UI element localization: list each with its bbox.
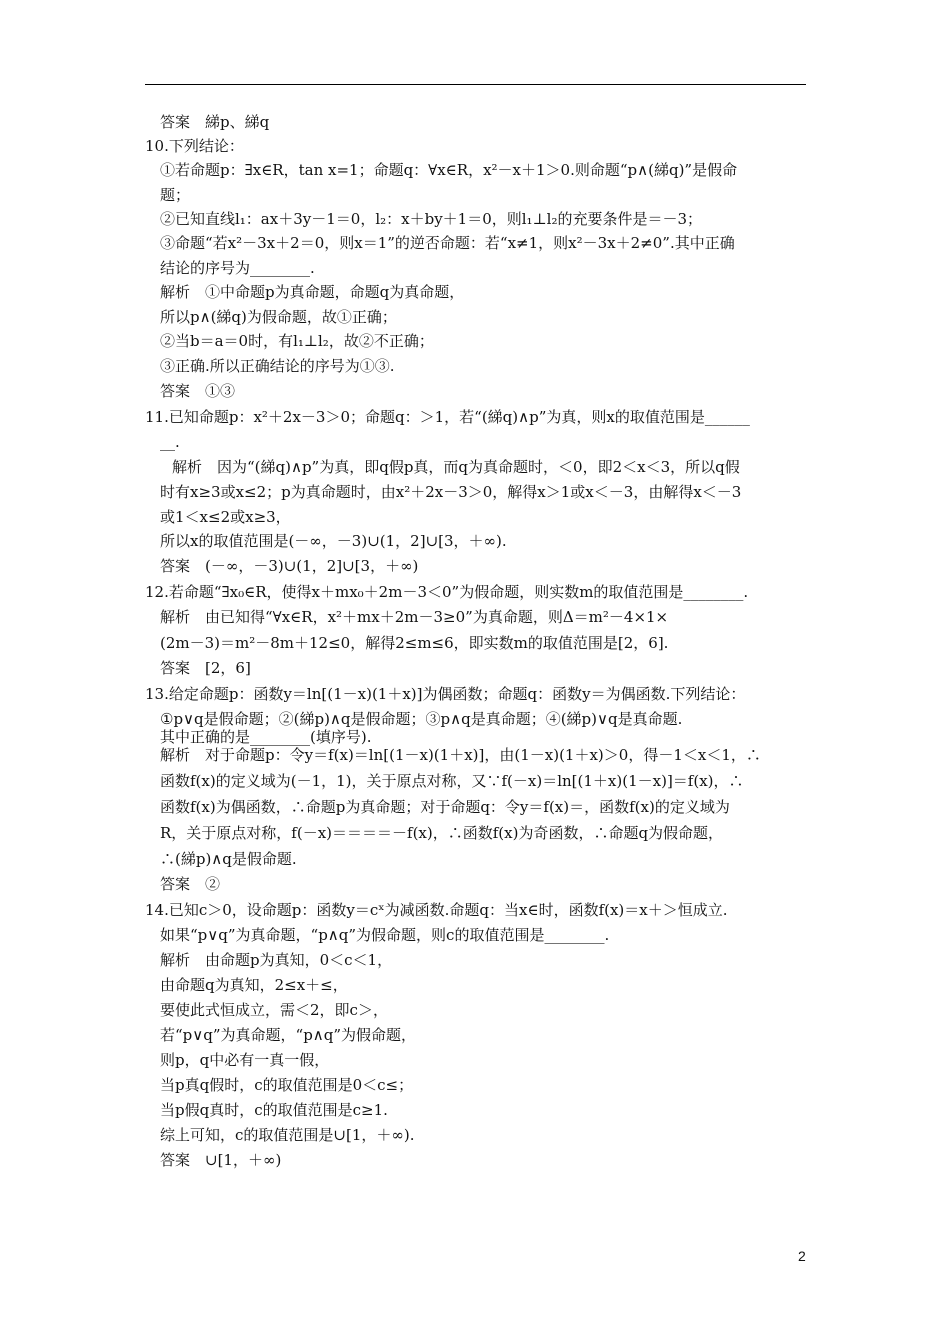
text-line: 题； [160, 186, 191, 204]
header-rule [145, 84, 806, 85]
text-line: (2m－3)＝m²－8m＋12≤0，解得2≤m≤6，即实数m的取值范围是[2，6]. [160, 634, 669, 652]
text-line: 答案 綈p、綈q [160, 113, 270, 131]
text-line: 所以p∧(綈q)为假命题，故①正确； [160, 308, 397, 326]
text-line: 12.若命题“∃x₀∈R，使得x＋mx₀＋2m－3＜0”为假命题，则实数m的取值范围是________. [145, 583, 749, 601]
page-number: 2 [798, 1248, 806, 1264]
text-line: 当p假q真时，c的取值范围是c≥1. [160, 1101, 388, 1119]
text-line: 要使此式恒成立，需＜2，即c＞， [160, 1001, 388, 1019]
text-line: 解析 因为“(綈q)∧p”为真，即q假p真，而q为真命题时，＜0，即2＜x＜3，所以q假 [172, 458, 740, 476]
text-line: 所以x的取值范围是(－∞，－3)∪(1，2]∪[3，＋∞). [160, 532, 507, 550]
text-line: 答案 ①③ [160, 382, 236, 400]
text-line: ①p∨q是假命题；②(綈p)∧q是假命题；③p∧q是真命题；④(綈p)∨q是真命题. [160, 710, 683, 728]
text-line: 其中正确的是________(填序号). [160, 728, 372, 746]
text-line: 解析 由已知得“∀x∈R，x²＋mx＋2m－3≥0”为真命题，则Δ＝m²－4×1× [160, 608, 669, 626]
text-line: 11.已知命题p：x²＋2x－3＞0；命题q：＞1，若“(綈q)∧p”为真，则x的取值范围是______ [145, 408, 750, 426]
text-line: 函数f(x)的定义域为(－1，1)，关于原点对称，又∵f(－x)＝ln[(1＋x)(1－x)]＝f(x)，∴ [160, 772, 744, 790]
text-line: 时有x≥3或x≤2；p为真命题时，由x²＋2x－3＞0，解得x＞1或x＜－3，由解得x＜－3 [160, 483, 742, 501]
text-line: 结论的序号为________. [160, 259, 315, 277]
text-line: 解析 由命题p为真知，0＜c＜1， [160, 951, 393, 969]
text-line: 答案 [2，6] [160, 659, 251, 677]
text-line: 14.已知c＞0，设命题p：函数y＝cˣ为减函数.命题q：当x∈时，函数f(x)＝x＋＞恒成立. [145, 901, 728, 919]
text-line: 13.给定命题p：函数y＝ln[(1－x)(1＋x)]为偶函数；命题q：函数y＝为偶函数.下列结论： [145, 685, 746, 703]
text-line: ②当b＝a＝0时，有l₁⊥l₂，故②不正确； [160, 332, 434, 350]
text-line: ③正确.所以正确结论的序号为①③. [160, 357, 395, 375]
text-line: ③命题“若x²－3x＋2＝0，则x＝1”的逆否命题：若“x≠1，则x²－3x＋2≠0”.其中正确 [160, 234, 735, 252]
text-line: 答案 (－∞，－3)∪(1，2]∪[3，＋∞) [160, 557, 419, 575]
text-line: 或1＜x≤2或x≥3， [160, 508, 291, 526]
text-line: 解析 ①中命题p为真命题，命题q为真命题， [160, 283, 465, 301]
text-line: 由命题q为真知，2≤x＋≤， [160, 976, 348, 994]
text-line: ①若命题p：∃x∈R，tan x=1；命题q：∀x∈R，x²－x＋1＞0.则命题“p∧(綈q)”是假命 [160, 161, 738, 179]
text-line: 综上可知，c的取值范围是∪[1，＋∞). [160, 1126, 415, 1144]
text-line: 解析 对于命题p：令y＝f(x)＝ln[(1－x)(1＋x)]，由(1－x)(1＋x)＞0，得－1＜x＜1，∴ [160, 746, 761, 764]
text-line: 答案 ∪[1，＋∞) [160, 1151, 282, 1169]
text-line: 函数f(x)为偶函数，∴命题p为真命题；对于命题q：令y＝f(x)＝，函数f(x)的定义域为 [160, 798, 730, 816]
text-line: 当p真q假时，c的取值范围是0＜c≤； [160, 1076, 414, 1094]
text-line: 则p，q中必有一真一假， [160, 1051, 330, 1069]
text-line: 如果“p∨q”为真命题，“p∧q”为假命题，则c的取值范围是________. [160, 926, 610, 944]
text-line: 答案 ② [160, 875, 221, 893]
text-line: R，关于原点对称，f(－x)＝＝＝＝－f(x)，∴函数f(x)为奇函数，∴命题q为假命题， [160, 824, 724, 842]
text-line: 10.下列结论： [145, 137, 244, 155]
text-line: ∴(綈p)∧q是假命题. [160, 850, 297, 868]
text-line: ②已知直线l₁：ax＋3y－1＝0，l₂：x＋by＋1＝0，则l₁⊥l₂的充要条件是＝－3； [160, 210, 703, 228]
text-line: 若“p∨q”为真命题，“p∧q”为假命题， [160, 1026, 417, 1044]
text-line: __. [160, 433, 180, 451]
